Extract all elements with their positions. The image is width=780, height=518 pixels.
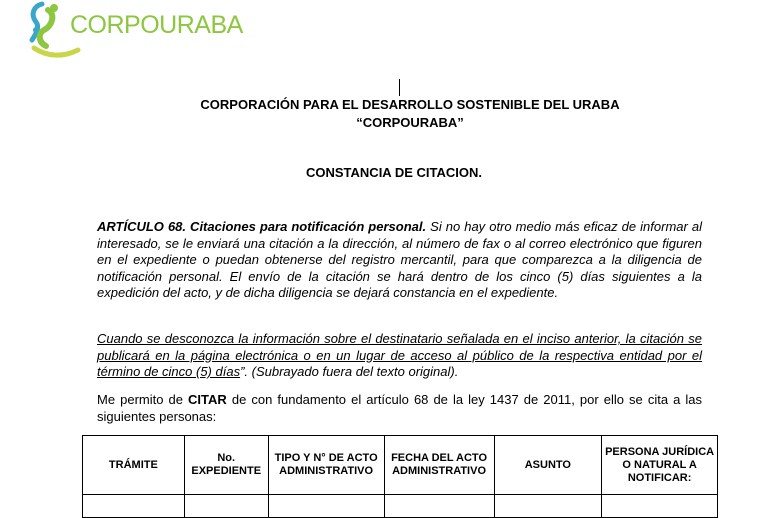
notification-table (82, 435, 718, 518)
header-tipo-acto: TIPO Y N° DE ACTO ADMINISTRATIVO (268, 436, 384, 495)
table-cell[interactable] (602, 495, 718, 518)
header-persona: PERSONA JURÍDICA O NATURAL A NOTIFICAR: (602, 436, 718, 495)
quote-close: ”. (240, 364, 249, 380)
header-expediente: No. EXPEDIENTE (184, 436, 268, 495)
document-title: CONSTANCIA DE CITACION. (306, 165, 482, 180)
table-row (83, 495, 718, 518)
table-cell[interactable] (268, 495, 384, 518)
header-tramite: TRÁMITE (83, 436, 185, 495)
table-header-row (83, 436, 718, 495)
table-cell[interactable] (83, 495, 185, 518)
corpouraba-logo (26, 0, 243, 64)
header-asunto: ASUNTO (494, 436, 602, 495)
underlined-paragraph (97, 331, 702, 381)
logo-wordmark: CORPOURABA (70, 11, 243, 39)
note-text: (Subrayado fuera del texto original). (248, 364, 459, 380)
article-reference: ARTÍCULO 68. Citaciones para notificación personal. (97, 219, 427, 234)
header-fecha-acto: FECHA DEL ACTO ADMINISTRATIVO (384, 436, 494, 495)
cite-word: CITAR (188, 392, 227, 407)
table-cell[interactable] (384, 495, 494, 518)
text-cursor (399, 79, 400, 96)
cite-suffix: de con fundamento el artículo 68 de la ley 1437 de 2011, por ello se cita a las siguientes personas: (97, 392, 703, 424)
cite-prefix: Me permito de (97, 392, 189, 407)
underlined-text: Cuando se desconozca la información sobre el destinatario señalada en el inciso anterior, la citación se publicará en la página electrónica o en un lugar de acceso al público de la respectiva entidad por el término de cinco (5) días (97, 331, 702, 380)
article-paragraph (97, 219, 702, 302)
org-name-line2: “CORPOURABA” (356, 115, 464, 130)
citation-paragraph (97, 392, 702, 425)
article-text: Si no hay otro medio más eficaz de informar al interesado, se le enviará una citación a la dirección, al número de fax o al correo electrónico que figuren en el expediente o puedan obtenerse del registro mercantil, para que comparezca a la diligencia de notificación personal. El envío de la citación se hará dentro de los cinco (5) días siguientes a la expedición del acto, y de dicha diligencia se dejará constancia en el expediente. (97, 219, 702, 301)
table-cell[interactable] (184, 495, 268, 518)
table-cell[interactable] (494, 495, 602, 518)
org-name-line1: CORPORACIÓN PARA EL DESARROLLO SOSTENIBLE DEL URABA (200, 97, 620, 112)
